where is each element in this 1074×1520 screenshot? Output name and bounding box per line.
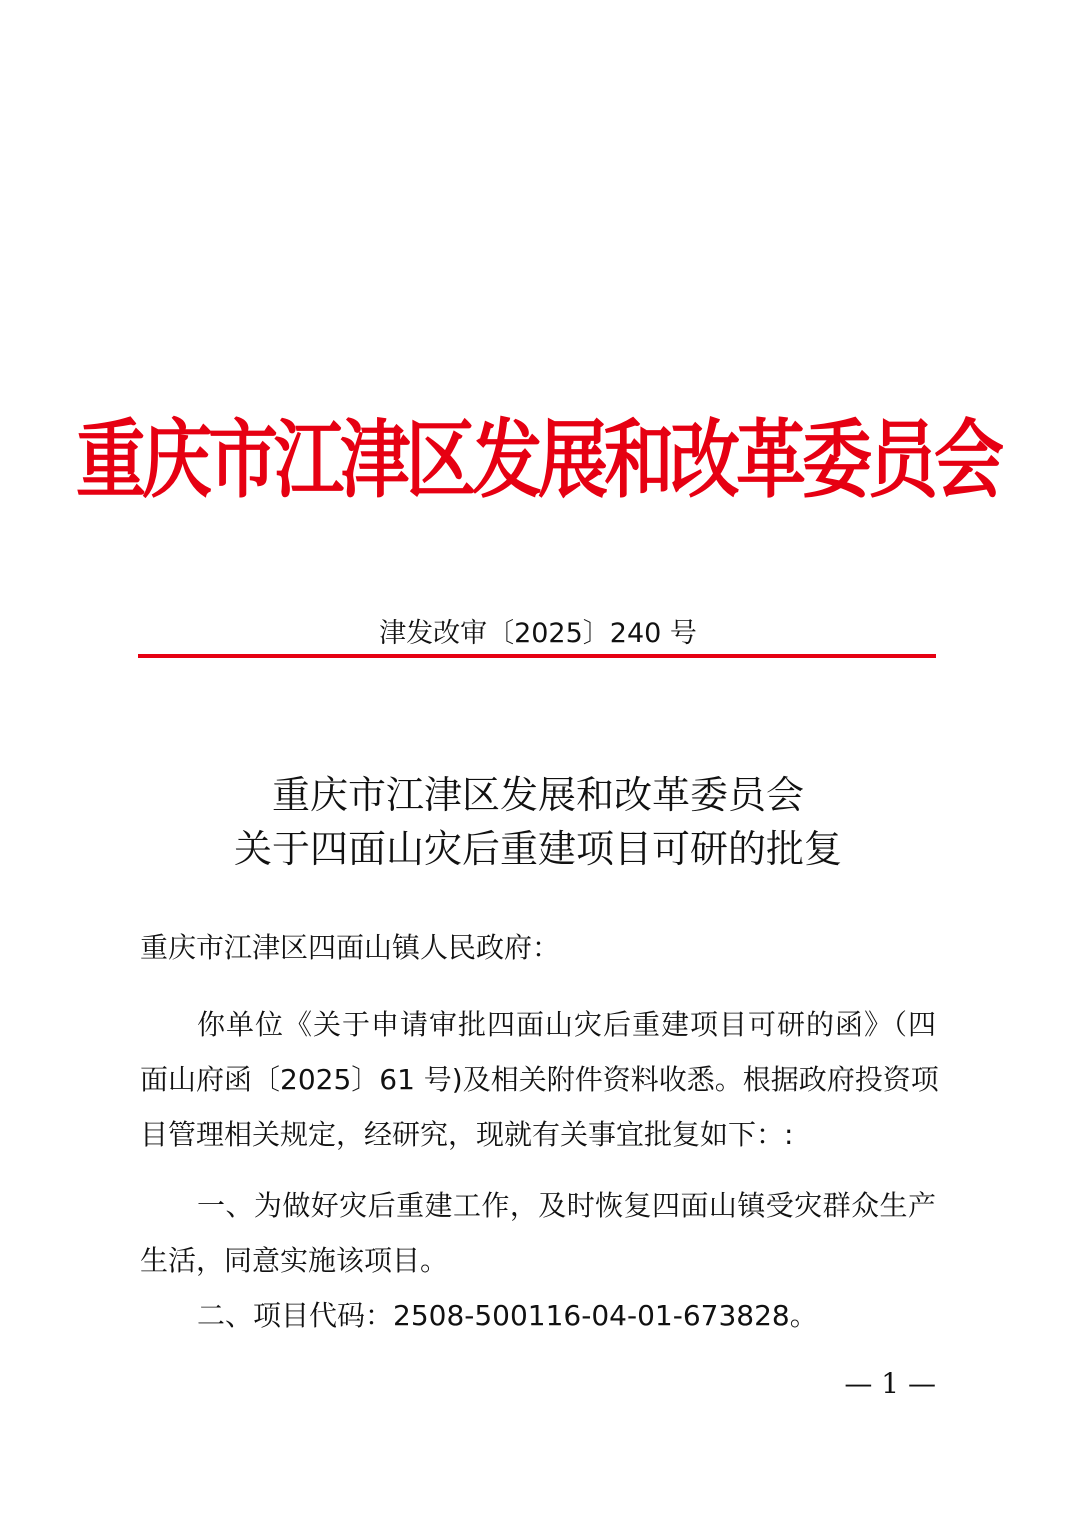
red-separator-line xyxy=(138,654,936,658)
issuer-masthead: 重庆市江津区发展和改革委员会 xyxy=(76,409,1000,511)
document-number: 津发改审〔2025〕240 号 xyxy=(379,618,697,649)
document-title-line-1: 重庆市江津区发展和改革委员会 xyxy=(271,773,804,817)
body-paragraph-1-line-3: 目管理相关规定，经研究，现就有关事宜批复如下：: xyxy=(140,1118,794,1151)
body-paragraph-1-line-1: 你单位《关于申请审批四面山灾后重建项目可研的函》（四 xyxy=(197,1008,936,1041)
document-title-line-2: 关于四面山灾后重建项目可研的批复 xyxy=(233,827,842,871)
body-paragraph-2-line-2: 生活，同意实施该项目。 xyxy=(140,1244,449,1277)
body-paragraph-2-line-1: 一、为做好灾后重建工作，及时恢复四面山镇受灾群众生产 xyxy=(197,1189,936,1222)
page-number: — 1 — xyxy=(844,1367,936,1400)
addressee: 重庆市江津区四面山镇人民政府： xyxy=(140,931,561,964)
body-paragraph-1-line-2: 面山府函〔2025〕61 号)及相关附件资料收悉。根据政府投资项 xyxy=(140,1063,939,1096)
body-paragraph-3-line-1: 二、项目代码：2508-500116-04-01-673828。 xyxy=(197,1299,818,1332)
